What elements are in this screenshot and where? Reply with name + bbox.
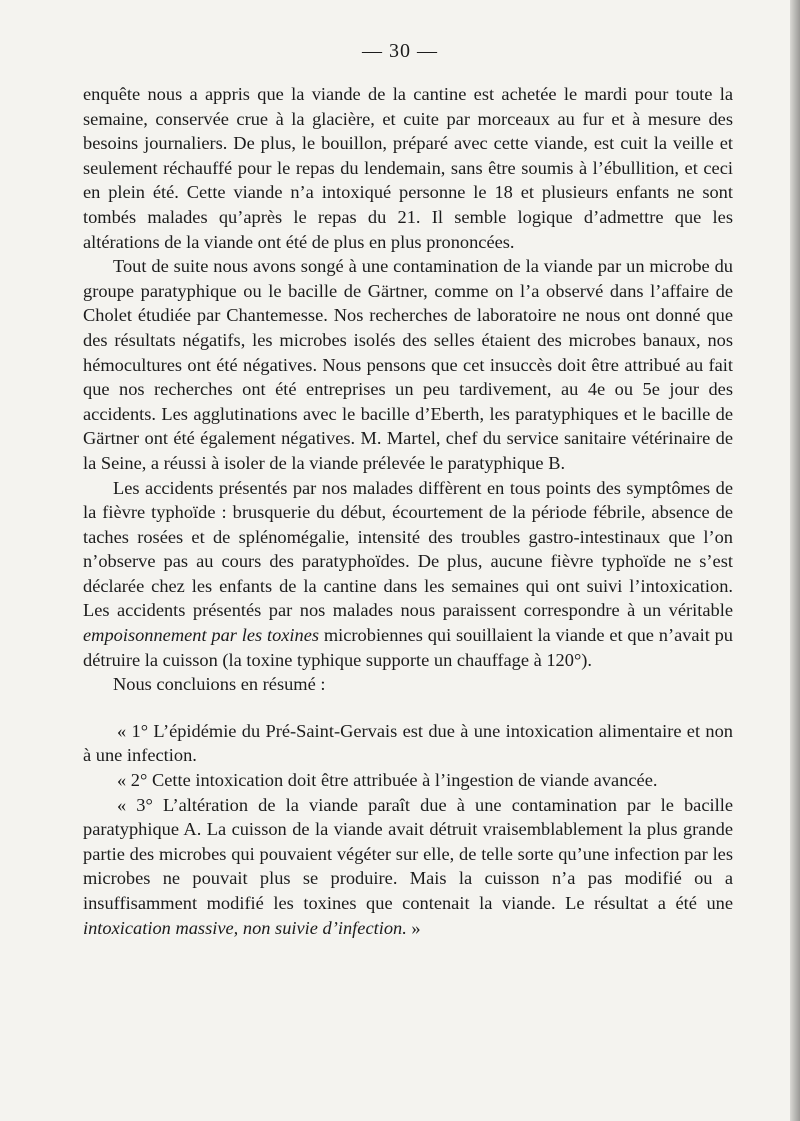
- text-run: Tout de suite nous avons songé à une contamination de la viande par un microbe du groupe paratyphique ou le bacille de Gärtner, comme on l’a observé dans l’affaire de Cholet étudiée par Chantemesse. Nos recherches de laboratoire ne nous ont donné que des résultats négatifs, les microbes isolés des selles étaient des microbes banaux, nos hémocultures ont été négatives. Nous pensons que cet insuccès doit être attribué au fait que nos recherches ont été entreprises un peu tardivement, au 4e ou 5e jour des accidents. Les agglutinations avec le bacille d’Eberth, les paratyphiques et le bacille de Gärtner ont été également négatives. M. Martel, chef du service sanitaire vétérinaire de la Seine, a réussi à isoler de la viande prélevée le paratyphique B.: [83, 256, 733, 473]
- text-run: »: [406, 917, 421, 938]
- document-body: [83, 82, 733, 940]
- text-run: « 1° L’épidémie du Pré-Saint-Gervais est due à une intoxication alimentaire et non à une infection.: [83, 720, 733, 766]
- paragraph: [83, 254, 733, 475]
- text-run: enquête nous a appris que la viande de la cantine est achetée le mardi pour toute la semaine, conservée crue à la glacière, et cuite par morceaux au fur et à mesure des besoins journaliers. De plus, le bouillon, préparé avec cette viande, est cuit la veille et seulement réchauffé pour le repas du lendemain, sans être soumis à l’ébullition, et ceci en plein été. Cette viande n’a intoxiqué personne le 18 et plusieurs enfants ne sont tombés malades qu’après le repas du 21. Il semble logique d’admettre que les altérations de la viande ont été de plus en plus prononcées.: [83, 84, 733, 252]
- text-run: microbiennes qui souillaient la viande et que n’avait pu détruire la cuisson (la toxine typhique supporte un chauffage à 120°).: [83, 625, 733, 670]
- paragraph: [83, 768, 733, 793]
- text-run: Les accidents présentés par nos malades diffèrent en tous points des symptômes de la fièvre typhoïde : brusquerie du début, écourtement de la période fébrile, absence de taches rosées et de splénomégalie, intensité des troubles gastro-intestinaux que l’on n’observe pas au cours des paratyphoïdes. De plus, aucune fièvre typhoïde ne s’est déclarée chez les enfants de la cantine dans les semaines qui ont suivi l’intoxication. Les accidents présentés par nos malades nous paraissent correspondre à un véritable: [83, 477, 733, 621]
- page-number: — 30 —: [362, 40, 438, 62]
- paragraph: [83, 793, 733, 941]
- paragraph: [83, 672, 733, 697]
- italic-text: empoisonnement par les toxines: [83, 625, 320, 646]
- paragraph: [83, 82, 733, 254]
- page-edge-shadow: [790, 0, 800, 1121]
- paragraph: [83, 719, 733, 768]
- italic-text: intoxication massive, non suivie d’infection.: [83, 917, 407, 938]
- text-run: Nous concluions en résumé :: [113, 674, 326, 695]
- text-run: « 3° L’altération de la viande paraît due à une contamination par le bacille paratyphique A. La cuisson de la viande avait détruit vraisemblablement la plus grande partie des microbes qui pouvaient végéter sur elle, de telle sorte qu’une infection par les microbes ne pouvait plus se produire. Mais la cuisson n’a pas modifié ou a insuffisamment modifié les toxines que contenait la viande. Le résultat a été une: [83, 794, 733, 913]
- paragraph-gap: [83, 697, 733, 719]
- paragraph: [83, 476, 733, 673]
- text-run: « 2° Cette intoxication doit être attribuée à l’ingestion de viande avancée.: [117, 770, 658, 791]
